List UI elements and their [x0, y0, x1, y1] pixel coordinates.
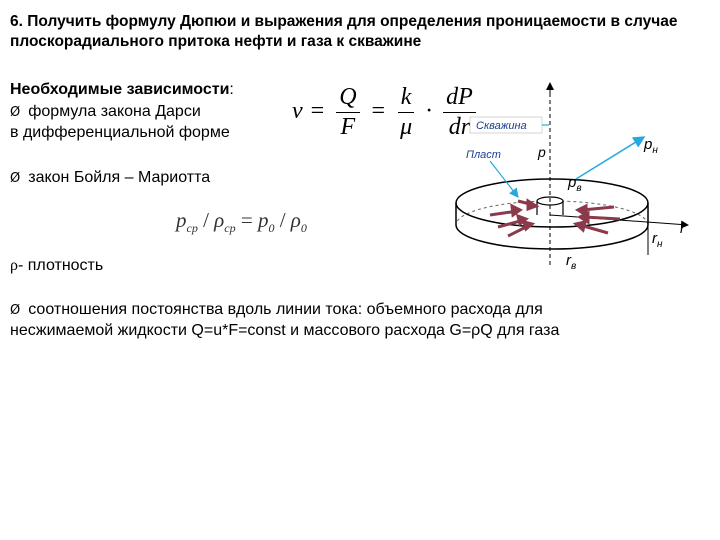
darcy-law-label-2: в дифференциальной форме: [10, 124, 230, 141]
pn-main: p: [644, 136, 653, 153]
pressure-arrow: [576, 137, 644, 179]
boyle-slash: /: [203, 208, 209, 232]
density-line: [10, 256, 103, 276]
boyle-p: p: [176, 208, 187, 232]
radial-flow-diagram: [448, 75, 710, 275]
fraction-q-over-f: [336, 82, 359, 141]
pv-main: p: [568, 174, 577, 191]
formula-mu: μ: [400, 114, 413, 140]
r-axis-label: r: [680, 220, 685, 236]
formula-dp: dP: [443, 82, 476, 113]
pn-label: [643, 136, 658, 156]
dependencies-heading-text: Необходимые зависимости: [10, 81, 230, 98]
formula-eq-2: =: [371, 98, 386, 124]
rv-main: r: [566, 252, 571, 269]
bullet-arrow-icon: Ø: [10, 105, 21, 120]
page-title: 6. Получить формулу Дюпюи и выражения для определения проницаемости в случае плоскорадиального притока нефти и газа к скважине: [10, 13, 678, 50]
rn-main: r: [652, 230, 657, 247]
rn-sub: н: [657, 239, 663, 250]
boyle-sub-avg-2: ср: [224, 221, 236, 236]
boyle-slash-2: /: [279, 208, 286, 232]
pv-sub: в: [576, 183, 582, 194]
formula-v: v: [292, 98, 303, 124]
consistency-bullet-item: [10, 300, 543, 321]
rv-label: [566, 252, 576, 272]
formula-k: k: [398, 82, 415, 113]
dependencies-colon: :: [229, 81, 234, 98]
formula-dr: dr: [448, 114, 471, 140]
layer-label: Пласт: [466, 149, 501, 161]
formula-f: F: [340, 114, 356, 140]
boyle-sub-zero: 0: [268, 221, 275, 236]
boyle-eq: =: [240, 208, 253, 232]
boyle-bullet-item: [10, 168, 210, 189]
formula-q: Q: [336, 82, 359, 113]
pn-sub: н: [652, 145, 658, 156]
darcy-law-label: формула закона Дарси: [28, 103, 201, 120]
density-label: - плотность: [17, 257, 104, 274]
bullet-arrow-icon: Ø: [10, 171, 21, 186]
fraction-k-over-mu: [397, 82, 415, 141]
layer-callout-arrow: [490, 161, 518, 197]
boyle-formula: [176, 208, 307, 236]
p-axis-label: p: [538, 144, 546, 160]
rho-symbol: ρ: [10, 257, 18, 274]
consistency-label-2: несжимаемой жидкости Q=u*F=const и массового расхода G=ρQ для газа: [10, 322, 560, 339]
boyle-sub-zero-2: 0: [300, 221, 307, 236]
formula-eq: =: [310, 98, 325, 124]
dependencies-heading: [10, 80, 234, 100]
rn-label: [652, 230, 663, 250]
boyle-rho: ρ: [214, 208, 225, 232]
rv-sub: в: [571, 261, 577, 272]
boyle-p0: p: [257, 208, 269, 232]
darcy-bullet-item: [10, 102, 201, 123]
boyle-sub-avg: ср: [186, 221, 198, 236]
formula-dot: ·: [425, 98, 434, 124]
well-label: Скважина: [476, 120, 527, 132]
bullet-arrow-icon: Ø: [10, 303, 21, 318]
consistency-label: соотношения постоянства вдоль линии тока: объемного расхода для: [28, 301, 543, 318]
boyle-rho0: ρ: [290, 208, 301, 232]
reservoir-disk: [456, 179, 648, 249]
boyle-law-label: закон Бойля – Мариотта: [28, 169, 211, 186]
flow-arrows: [490, 201, 620, 236]
